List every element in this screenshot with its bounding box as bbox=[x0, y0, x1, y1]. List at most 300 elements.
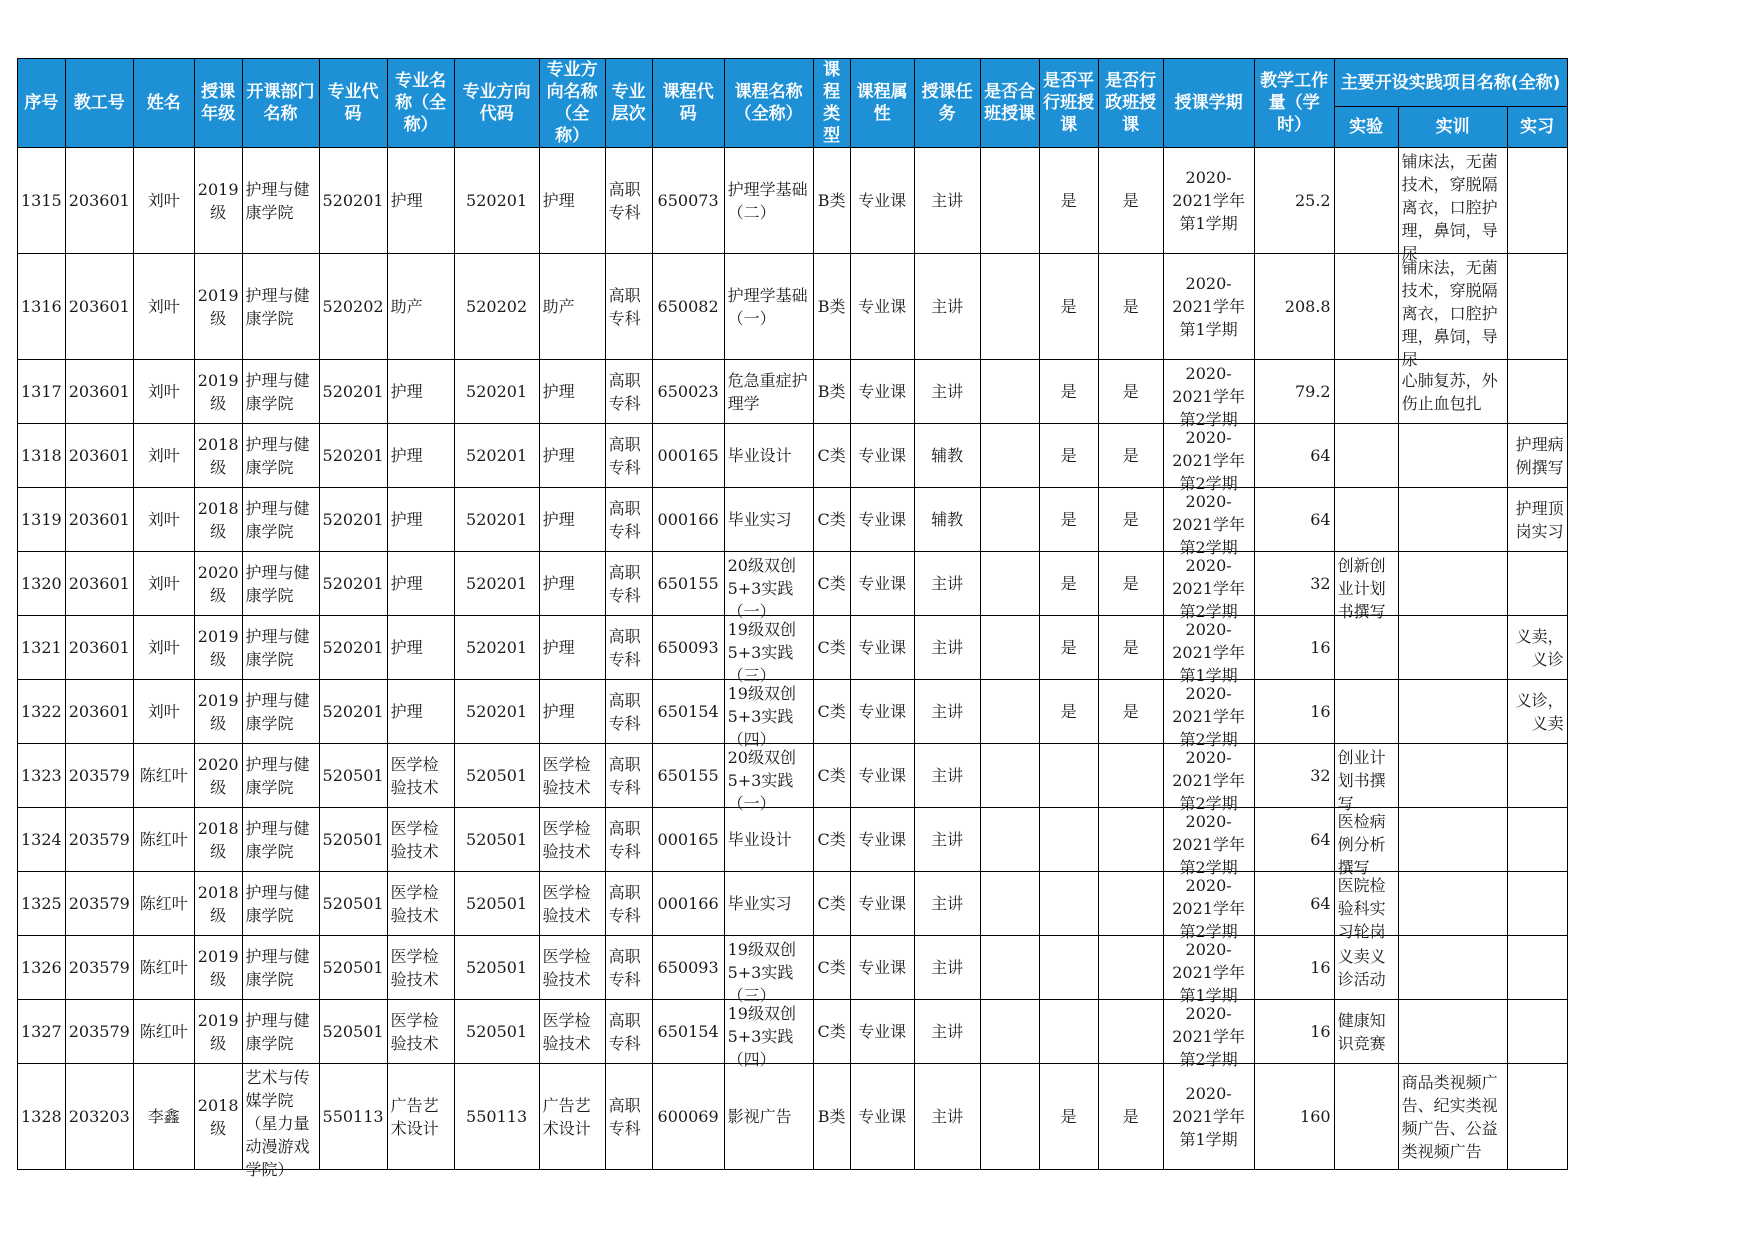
cell-admin bbox=[1098, 616, 1163, 680]
cell-text: 刘叶 bbox=[147, 638, 180, 657]
cell-dept bbox=[242, 680, 319, 744]
cell-term bbox=[1163, 616, 1254, 685]
header-task: 授课任务 bbox=[914, 59, 980, 148]
cell-workload bbox=[1254, 680, 1334, 744]
table-row bbox=[18, 552, 1568, 616]
cell-text: 650154 bbox=[657, 702, 719, 721]
cell-task bbox=[914, 148, 980, 254]
cell-text: 1321 bbox=[21, 638, 62, 657]
cell-course-name bbox=[724, 424, 813, 488]
cell-text: 陈红叶 bbox=[139, 894, 188, 913]
cell-text: 主讲 bbox=[931, 1022, 964, 1041]
cell-text: 医学检验技术 bbox=[542, 1010, 591, 1053]
cell-text: 护理与健康学院 bbox=[245, 434, 310, 477]
cell-text: 是 bbox=[1122, 191, 1139, 210]
cell-dir-code bbox=[454, 872, 539, 936]
cell-training bbox=[1398, 616, 1507, 680]
cell-text: 护理与健康学院 bbox=[245, 946, 310, 989]
cell-seq bbox=[18, 680, 66, 744]
cell-major-code bbox=[319, 744, 387, 808]
cell-major-code bbox=[319, 936, 387, 1000]
cell-text: 19级双创5+3实践（四） bbox=[727, 1003, 796, 1069]
cell-level bbox=[605, 744, 652, 808]
cell-text: 医学检验技术 bbox=[390, 754, 439, 797]
cell-parallel bbox=[1039, 744, 1098, 808]
cell-text: 专业课 bbox=[858, 574, 907, 593]
cell-seq bbox=[18, 936, 66, 1000]
cell-text: 520501 bbox=[466, 830, 528, 849]
cell-text: 护理与健康学院 bbox=[245, 818, 310, 861]
cell-text: 高职专科 bbox=[608, 818, 641, 861]
cell-seq bbox=[18, 424, 66, 488]
cell-dir-name bbox=[539, 872, 605, 936]
cell-text: 2020级 bbox=[197, 562, 239, 605]
cell-course-attr bbox=[850, 488, 914, 552]
cell-text: 600069 bbox=[657, 1107, 719, 1126]
cell-admin bbox=[1098, 424, 1163, 488]
cell-internship bbox=[1507, 808, 1567, 872]
cell-major-code bbox=[319, 488, 387, 552]
cell-major-code bbox=[319, 872, 387, 936]
cell-text: 20级双创5+3实践（一） bbox=[727, 747, 796, 813]
cell-text: 主讲 bbox=[931, 894, 964, 913]
cell-text: 专业课 bbox=[858, 702, 907, 721]
cell-text: 1328 bbox=[21, 1107, 62, 1126]
cell-text: 203601 bbox=[68, 510, 130, 529]
cell-course-name bbox=[724, 360, 813, 424]
table-body bbox=[18, 148, 1568, 1179]
cell-level bbox=[605, 360, 652, 424]
cell-internship bbox=[1507, 872, 1567, 936]
cell-text: C类 bbox=[817, 702, 846, 721]
cell-dir-code bbox=[454, 744, 539, 808]
cell-major-code bbox=[319, 616, 387, 680]
cell-text: 护理 bbox=[390, 638, 423, 657]
cell-major-name bbox=[387, 744, 454, 808]
header-course-type: 课程类型 bbox=[813, 59, 850, 148]
cell-dir-code bbox=[454, 936, 539, 1000]
cell-grade bbox=[194, 936, 242, 1000]
cell-dir-code bbox=[454, 488, 539, 552]
cell-text: 主讲 bbox=[931, 382, 964, 401]
cell-text: 000166 bbox=[657, 510, 719, 529]
cell-text: 专业课 bbox=[858, 446, 907, 465]
header-dir-name: 专业方向名称（全称） bbox=[539, 59, 605, 148]
cell-text: 1325 bbox=[21, 894, 62, 913]
cell-course-name bbox=[724, 148, 813, 254]
cell-grade bbox=[194, 1064, 242, 1170]
cell-name bbox=[133, 872, 194, 936]
cell-course-type bbox=[813, 936, 850, 1000]
cell-major-name bbox=[387, 360, 454, 424]
cell-text: 203579 bbox=[68, 958, 130, 977]
cell-dept bbox=[242, 744, 319, 808]
cell-dir-code bbox=[454, 148, 539, 254]
cell-text: 650093 bbox=[657, 638, 719, 657]
cell-text: 2020-2021学年第2学期 bbox=[1172, 363, 1245, 429]
cell-text: 520201 bbox=[466, 510, 528, 529]
table-row bbox=[18, 360, 1568, 424]
cell-parallel bbox=[1039, 552, 1098, 616]
cell-training bbox=[1398, 936, 1507, 1000]
cell-name bbox=[133, 424, 194, 488]
cell-major-code bbox=[319, 680, 387, 744]
cell-task bbox=[914, 488, 980, 552]
cell-text: 高职专科 bbox=[608, 179, 641, 222]
cell-task bbox=[914, 744, 980, 808]
cell-text: 520201 bbox=[466, 382, 528, 401]
cell-text: 医学检验技术 bbox=[542, 882, 591, 925]
cell-task bbox=[914, 254, 980, 360]
cell-text: 刘叶 bbox=[147, 297, 180, 316]
cell-text: 医学检验技术 bbox=[390, 818, 439, 861]
cell-text: 203579 bbox=[68, 766, 130, 785]
cell-parallel bbox=[1039, 872, 1098, 936]
header-merged: 是否合班授课 bbox=[980, 59, 1039, 148]
cell-text: 护理学基础（二） bbox=[727, 179, 808, 222]
cell-text: 203579 bbox=[68, 894, 130, 913]
cell-dir-code bbox=[454, 424, 539, 488]
cell-major-code bbox=[319, 148, 387, 254]
cell-text: 520201 bbox=[322, 574, 384, 593]
cell-text: 520501 bbox=[466, 1022, 528, 1041]
cell-text: 护理 bbox=[542, 638, 575, 657]
cell-experiment bbox=[1334, 616, 1398, 680]
cell-text: 毕业设计 bbox=[727, 446, 792, 465]
cell-dir-name bbox=[539, 488, 605, 552]
cell-dept bbox=[242, 488, 319, 552]
cell-text: 专业课 bbox=[858, 382, 907, 401]
cell-name bbox=[133, 680, 194, 744]
cell-grade bbox=[194, 424, 242, 488]
cell-name bbox=[133, 148, 194, 254]
header-name: 姓名 bbox=[133, 59, 194, 148]
cell-text: 是 bbox=[1060, 297, 1077, 316]
cell-text: 主讲 bbox=[931, 958, 964, 977]
cell-text: 高职专科 bbox=[608, 370, 641, 413]
cell-text: 2018级 bbox=[197, 818, 239, 861]
cell-text: 650093 bbox=[657, 958, 719, 977]
cell-text: 是 bbox=[1122, 510, 1139, 529]
cell-course-code bbox=[652, 872, 724, 936]
cell-text: 专业课 bbox=[858, 510, 907, 529]
cell-term bbox=[1163, 148, 1254, 254]
cell-text: 1319 bbox=[21, 510, 62, 529]
cell-text: 203601 bbox=[68, 446, 130, 465]
cell-text: 2018级 bbox=[197, 498, 239, 541]
cell-text: 2019级 bbox=[197, 626, 239, 669]
cell-text: B类 bbox=[817, 191, 846, 210]
cell-experiment bbox=[1334, 744, 1398, 813]
cell-task bbox=[914, 872, 980, 936]
cell-text: 203601 bbox=[68, 574, 130, 593]
cell-course-attr bbox=[850, 1000, 914, 1064]
cell-course-name bbox=[724, 1000, 813, 1069]
cell-name bbox=[133, 254, 194, 360]
cell-text: 专业课 bbox=[858, 830, 907, 849]
cell-admin bbox=[1098, 254, 1163, 360]
cell-text: C类 bbox=[817, 638, 846, 657]
cell-staff-id bbox=[65, 616, 133, 680]
cell-training bbox=[1398, 488, 1507, 552]
cell-admin bbox=[1098, 680, 1163, 744]
cell-dept bbox=[242, 424, 319, 488]
cell-course-attr bbox=[850, 744, 914, 808]
cell-major-code bbox=[319, 808, 387, 872]
cell-name bbox=[133, 360, 194, 424]
cell-name bbox=[133, 1000, 194, 1064]
cell-text: 520201 bbox=[322, 191, 384, 210]
cell-merged bbox=[980, 488, 1039, 552]
cell-text: 李鑫 bbox=[147, 1107, 180, 1126]
cell-text: 创新创业计划书撰写 bbox=[1337, 555, 1386, 621]
cell-text: 2020-2021学年第2学期 bbox=[1172, 875, 1245, 941]
cell-parallel bbox=[1039, 936, 1098, 1000]
cell-parallel bbox=[1039, 1064, 1098, 1170]
header-level: 专业层次 bbox=[605, 59, 652, 148]
cell-course-type bbox=[813, 872, 850, 936]
cell-text: 650155 bbox=[657, 766, 719, 785]
cell-level bbox=[605, 616, 652, 680]
cell-course-code bbox=[652, 254, 724, 360]
cell-experiment bbox=[1334, 552, 1398, 621]
cell-admin bbox=[1098, 488, 1163, 552]
cell-level bbox=[605, 872, 652, 936]
cell-text: 陈红叶 bbox=[139, 1022, 188, 1041]
cell-course-type bbox=[813, 552, 850, 616]
cell-staff-id bbox=[65, 1000, 133, 1064]
cell-training bbox=[1398, 1064, 1507, 1170]
cell-term bbox=[1163, 680, 1254, 749]
cell-text: 是 bbox=[1122, 702, 1139, 721]
cell-staff-id bbox=[65, 936, 133, 1000]
cell-text: 护理 bbox=[542, 446, 575, 465]
cell-training bbox=[1398, 744, 1507, 808]
cell-workload bbox=[1254, 1064, 1334, 1170]
cell-text: 刘叶 bbox=[147, 574, 180, 593]
cell-seq bbox=[18, 744, 66, 808]
cell-text: 创业计划书撰写 bbox=[1337, 747, 1386, 813]
cell-text: 刘叶 bbox=[147, 510, 180, 529]
cell-text: 650154 bbox=[657, 1022, 719, 1041]
cell-course-type bbox=[813, 488, 850, 552]
cell-text: 主讲 bbox=[931, 766, 964, 785]
cell-text: 520501 bbox=[322, 830, 384, 849]
header-practice: 主要开设实践项目名称(全称) bbox=[1334, 59, 1567, 107]
cell-text: C类 bbox=[817, 510, 846, 529]
cell-internship bbox=[1507, 680, 1567, 744]
cell-course-code bbox=[652, 1000, 724, 1064]
cell-dept bbox=[242, 254, 319, 360]
table-row bbox=[18, 744, 1568, 808]
cell-text: 2020-2021学年第1学期 bbox=[1172, 1084, 1245, 1149]
cell-text: 影视广告 bbox=[727, 1107, 792, 1126]
cell-parallel bbox=[1039, 254, 1098, 360]
cell-parallel bbox=[1039, 1000, 1098, 1064]
cell-course-code bbox=[652, 936, 724, 1000]
cell-course-name bbox=[724, 1064, 813, 1170]
cell-text: 550113 bbox=[322, 1107, 384, 1126]
cell-merged bbox=[980, 1000, 1039, 1064]
cell-text: 陈红叶 bbox=[139, 766, 188, 785]
cell-course-type bbox=[813, 424, 850, 488]
cell-text: 2020-2021学年第2学期 bbox=[1172, 1003, 1245, 1069]
cell-course-type bbox=[813, 360, 850, 424]
cell-text: 医学检验技术 bbox=[542, 946, 591, 989]
cell-text: 主讲 bbox=[931, 830, 964, 849]
cell-experiment bbox=[1334, 1064, 1398, 1170]
cell-staff-id bbox=[65, 360, 133, 424]
cell-dir-code bbox=[454, 1064, 539, 1170]
cell-training bbox=[1398, 552, 1507, 616]
cell-major-name bbox=[387, 254, 454, 360]
cell-text: C类 bbox=[817, 766, 846, 785]
cell-text: 2019级 bbox=[197, 179, 239, 222]
cell-name bbox=[133, 552, 194, 616]
cell-course-attr bbox=[850, 808, 914, 872]
cell-name bbox=[133, 808, 194, 872]
cell-grade bbox=[194, 872, 242, 936]
cell-course-name bbox=[724, 552, 813, 621]
cell-task bbox=[914, 424, 980, 488]
cell-seq bbox=[18, 872, 66, 936]
cell-dir-code bbox=[454, 680, 539, 744]
cell-text: 是 bbox=[1060, 574, 1077, 593]
cell-text: 520501 bbox=[322, 766, 384, 785]
cell-text: 专业课 bbox=[858, 894, 907, 913]
cell-internship bbox=[1507, 616, 1567, 680]
cell-text: 000165 bbox=[657, 446, 719, 465]
cell-text: 刘叶 bbox=[147, 191, 180, 210]
cell-workload bbox=[1254, 744, 1334, 808]
cell-text: B类 bbox=[817, 297, 846, 316]
cell-course-name bbox=[724, 680, 813, 749]
cell-text: 1326 bbox=[21, 958, 62, 977]
cell-merged bbox=[980, 360, 1039, 424]
cell-internship bbox=[1507, 360, 1567, 424]
cell-term bbox=[1163, 1000, 1254, 1069]
cell-text: 520201 bbox=[322, 638, 384, 657]
cell-course-type bbox=[813, 1064, 850, 1170]
header-course-name: 课程名称（全称） bbox=[724, 59, 813, 148]
cell-admin bbox=[1098, 1000, 1163, 1064]
cell-text: 高职专科 bbox=[608, 754, 641, 797]
cell-major-code bbox=[319, 1064, 387, 1170]
cell-dir-code bbox=[454, 616, 539, 680]
cell-level bbox=[605, 680, 652, 744]
cell-task bbox=[914, 680, 980, 744]
cell-text: 护理 bbox=[390, 191, 423, 210]
cell-grade bbox=[194, 744, 242, 808]
cell-course-name bbox=[724, 936, 813, 1005]
cell-course-attr bbox=[850, 552, 914, 616]
cell-course-type bbox=[813, 808, 850, 872]
cell-text: 主讲 bbox=[931, 574, 964, 593]
cell-admin bbox=[1098, 872, 1163, 936]
cell-text: 203579 bbox=[68, 1022, 130, 1041]
header-course-code: 课程代码 bbox=[652, 59, 724, 148]
cell-text: 商品类视频广告、纪实类视频广告、公益类视频广告 bbox=[1401, 1072, 1498, 1161]
cell-parallel bbox=[1039, 360, 1098, 424]
cell-grade bbox=[194, 680, 242, 744]
cell-course-name bbox=[724, 872, 813, 936]
cell-text: 是 bbox=[1060, 382, 1077, 401]
cell-seq bbox=[18, 360, 66, 424]
cell-text: 2019级 bbox=[197, 285, 239, 328]
header-major-code: 专业代码 bbox=[319, 59, 387, 148]
cell-course-code bbox=[652, 424, 724, 488]
table-row bbox=[18, 680, 1568, 744]
cell-term bbox=[1163, 872, 1254, 941]
cell-major-name bbox=[387, 488, 454, 552]
cell-merged bbox=[980, 1064, 1039, 1170]
cell-text: 203601 bbox=[68, 702, 130, 721]
cell-name bbox=[133, 936, 194, 1000]
cell-parallel bbox=[1039, 148, 1098, 254]
cell-text: 刘叶 bbox=[147, 446, 180, 465]
cell-dir-name bbox=[539, 148, 605, 254]
cell-text: 护理 bbox=[390, 446, 423, 465]
cell-merged bbox=[980, 424, 1039, 488]
cell-text: 2020-2021学年第1学期 bbox=[1172, 168, 1245, 233]
cell-training bbox=[1398, 360, 1507, 424]
cell-text: 000166 bbox=[657, 894, 719, 913]
cell-text: 1323 bbox=[21, 766, 62, 785]
cell-experiment bbox=[1334, 360, 1398, 424]
cell-text: 是 bbox=[1060, 702, 1077, 721]
cell-course-attr bbox=[850, 148, 914, 254]
cell-course-code bbox=[652, 616, 724, 680]
cell-major-name bbox=[387, 872, 454, 936]
cell-seq bbox=[18, 1064, 66, 1170]
cell-text: 主讲 bbox=[931, 297, 964, 316]
cell-text: 护理病例撰写 bbox=[1515, 434, 1564, 477]
cell-level bbox=[605, 1064, 652, 1170]
cell-text: 护理 bbox=[542, 382, 575, 401]
cell-level bbox=[605, 254, 652, 360]
cell-text: 650023 bbox=[657, 382, 719, 401]
cell-text: 2020-2021学年第2学期 bbox=[1172, 555, 1245, 621]
header-major-name: 专业名称（全称） bbox=[387, 59, 454, 148]
cell-text: 520201 bbox=[322, 702, 384, 721]
cell-workload bbox=[1254, 1000, 1334, 1064]
cell-text: 650073 bbox=[657, 191, 719, 210]
cell-internship bbox=[1507, 148, 1567, 254]
cell-workload bbox=[1254, 552, 1334, 616]
table-row bbox=[18, 1000, 1568, 1064]
cell-text: C类 bbox=[817, 1022, 846, 1041]
cell-dir-name bbox=[539, 936, 605, 1000]
cell-text: 2018级 bbox=[197, 434, 239, 477]
cell-text: 2020-2021学年第2学期 bbox=[1172, 491, 1245, 557]
cell-course-attr bbox=[850, 616, 914, 680]
cell-text: 160 bbox=[1300, 1107, 1331, 1126]
cell-text: 520201 bbox=[322, 446, 384, 465]
cell-text: 32 bbox=[1310, 766, 1331, 785]
cell-course-name bbox=[724, 488, 813, 552]
cell-course-code bbox=[652, 808, 724, 872]
cell-text: 健康知识竞赛 bbox=[1337, 1010, 1386, 1053]
cell-experiment bbox=[1334, 488, 1398, 552]
cell-merged bbox=[980, 552, 1039, 616]
cell-internship bbox=[1507, 424, 1567, 488]
cell-text: 64 bbox=[1310, 446, 1331, 465]
cell-text: C类 bbox=[817, 830, 846, 849]
cell-task bbox=[914, 552, 980, 616]
cell-dept bbox=[242, 808, 319, 872]
cell-text: 520501 bbox=[322, 894, 384, 913]
cell-text: 专业课 bbox=[858, 297, 907, 316]
